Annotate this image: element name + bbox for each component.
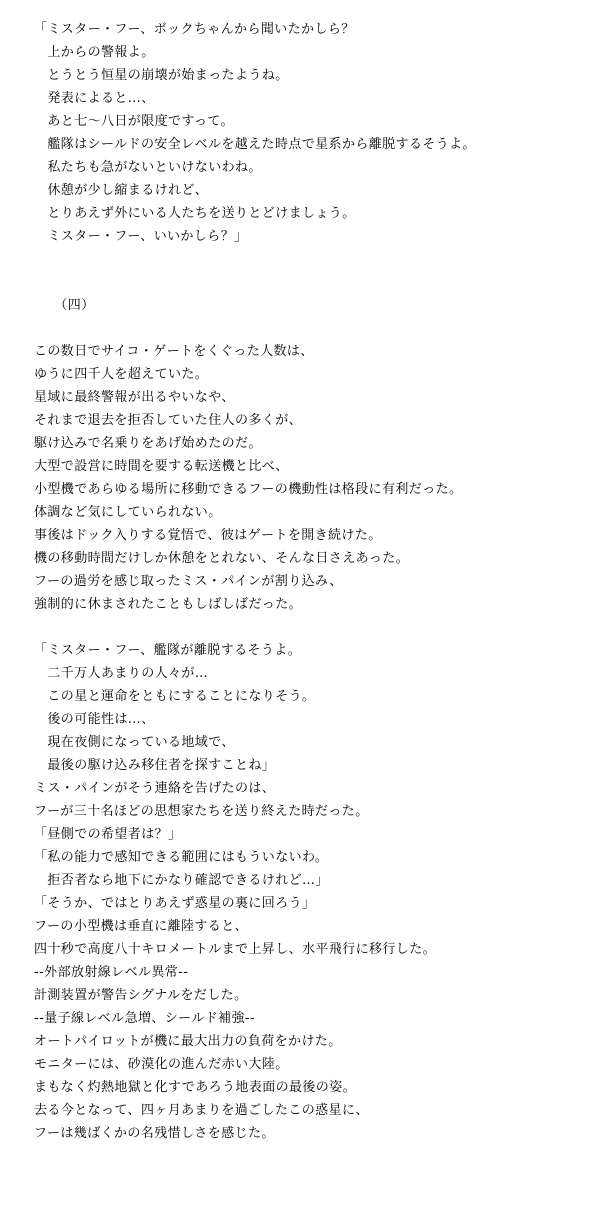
blank-line	[34, 252, 605, 268]
text-line: 四十秒で高度八十キロメートルまで上昇し、水平飛行に移行した。	[34, 942, 437, 957]
text-line: --量子線レベル急増、シールド補強--	[34, 1011, 256, 1026]
text-line: 現在夜側になっている地域で、	[34, 735, 235, 750]
text-line: 事後はドック入りする覚悟で、彼はゲートを開き続けた。	[34, 528, 382, 543]
text-line: モニターには、砂漠化の進んだ赤い大陸。	[34, 1057, 289, 1072]
text-line: 駆け込みで名乗りをあげ始めたのだ。	[34, 436, 262, 451]
text-line: この数日でサイコ・ゲートをくぐった人数は、	[34, 344, 314, 359]
text-line: 機の移動時間だけしか休憩をとれない、そんな日さえあった。	[34, 551, 410, 566]
blank-line	[34, 620, 605, 636]
text-line: とりあえず外にいる人たちを送りとどけましょう。	[34, 206, 356, 221]
text-line: 去る今となって、四ヶ月あまりを過ごしたこの惑星に、	[34, 1103, 369, 1118]
text-line: 休憩が少し縮まるけれど、	[34, 183, 209, 198]
text-line: 「ミスター・フー、ボックちゃんから聞いたかしら？	[34, 22, 355, 37]
text-line: 強制的に休まされたこともしばしばだった。	[34, 597, 303, 612]
text-line: 「そうか、ではとりあえず惑星の裏に回ろう」	[34, 896, 316, 911]
text-line: この星と運命をともにすることになりそう。	[34, 689, 316, 704]
text-line: フーの過労を感じ取ったミス・パインが割り込み、	[34, 574, 343, 589]
text-line: 後の可能性は…、	[34, 712, 155, 727]
text-line: オートパイロットが機に最大出力の負荷をかけた。	[34, 1034, 342, 1049]
text-line: 発表によると…、	[34, 91, 155, 106]
blank-line	[34, 321, 605, 337]
text-line: 私たちも急がないといけないわね。	[34, 160, 262, 175]
text-line: 艦隊はシールドの安全レベルを越えた時点で星系から離脱するそうよ。	[34, 137, 476, 152]
text-line: --外部放射線レベル異常--	[34, 965, 189, 980]
text-line: 最後の駆け込み移住者を探すことね」	[34, 758, 276, 773]
text-line: ミス・パインがそう連絡を告げたのは、	[34, 781, 276, 796]
text-line: 「ミスター・フー、艦隊が離脱するそうよ。	[34, 643, 302, 658]
blank-line	[34, 275, 605, 291]
text-line: ゆうに四千人を超えていた。	[34, 367, 209, 382]
text-line: フーの小型機は垂直に離陸すると、	[34, 919, 249, 934]
text-line: フーは幾ばくかの名残惜しさを感じた。	[34, 1126, 275, 1141]
text-line: 星域に最終警報が出るやいなや、	[34, 390, 235, 405]
text-line: 大型で設営に時間を要する転送機と比べ、	[34, 459, 289, 474]
text-line: 拒否者なら地下にかなり確認できるけれど…」	[34, 873, 329, 888]
text-line: まもなく灼熱地獄と化すであろう地表面の最後の姿。	[34, 1080, 356, 1095]
text-line: ミスター・フー、いいかしら？」	[34, 229, 248, 244]
text-line: 小型機であらゆる場所に移動できるフーの機動性は格段に有利だった。	[34, 482, 463, 497]
text-line: 「私の能力で感知できる範囲にはもういないわ。	[34, 850, 329, 865]
text-line: 計測装置が警告シグナルをだした。	[34, 988, 248, 1003]
text-line: あと七〜八日が限度ですって。	[34, 114, 234, 129]
text-line: 体調など気にしていられない。	[34, 505, 222, 520]
text-line: （四）	[34, 298, 95, 313]
text-line: 「昼側での希望者は？」	[34, 827, 182, 842]
text-line: 二千万人あまりの人々が…	[34, 666, 209, 681]
text-line: 上からの警報よ。	[34, 45, 155, 60]
text-line: とうとう恒星の崩壊が始まったようね。	[34, 68, 289, 83]
text-line: フーが三十名ほどの思想家たちを送り終えた時だった。	[34, 804, 369, 819]
text-line: それまで退去を拒否していた住人の多くが、	[34, 413, 303, 428]
